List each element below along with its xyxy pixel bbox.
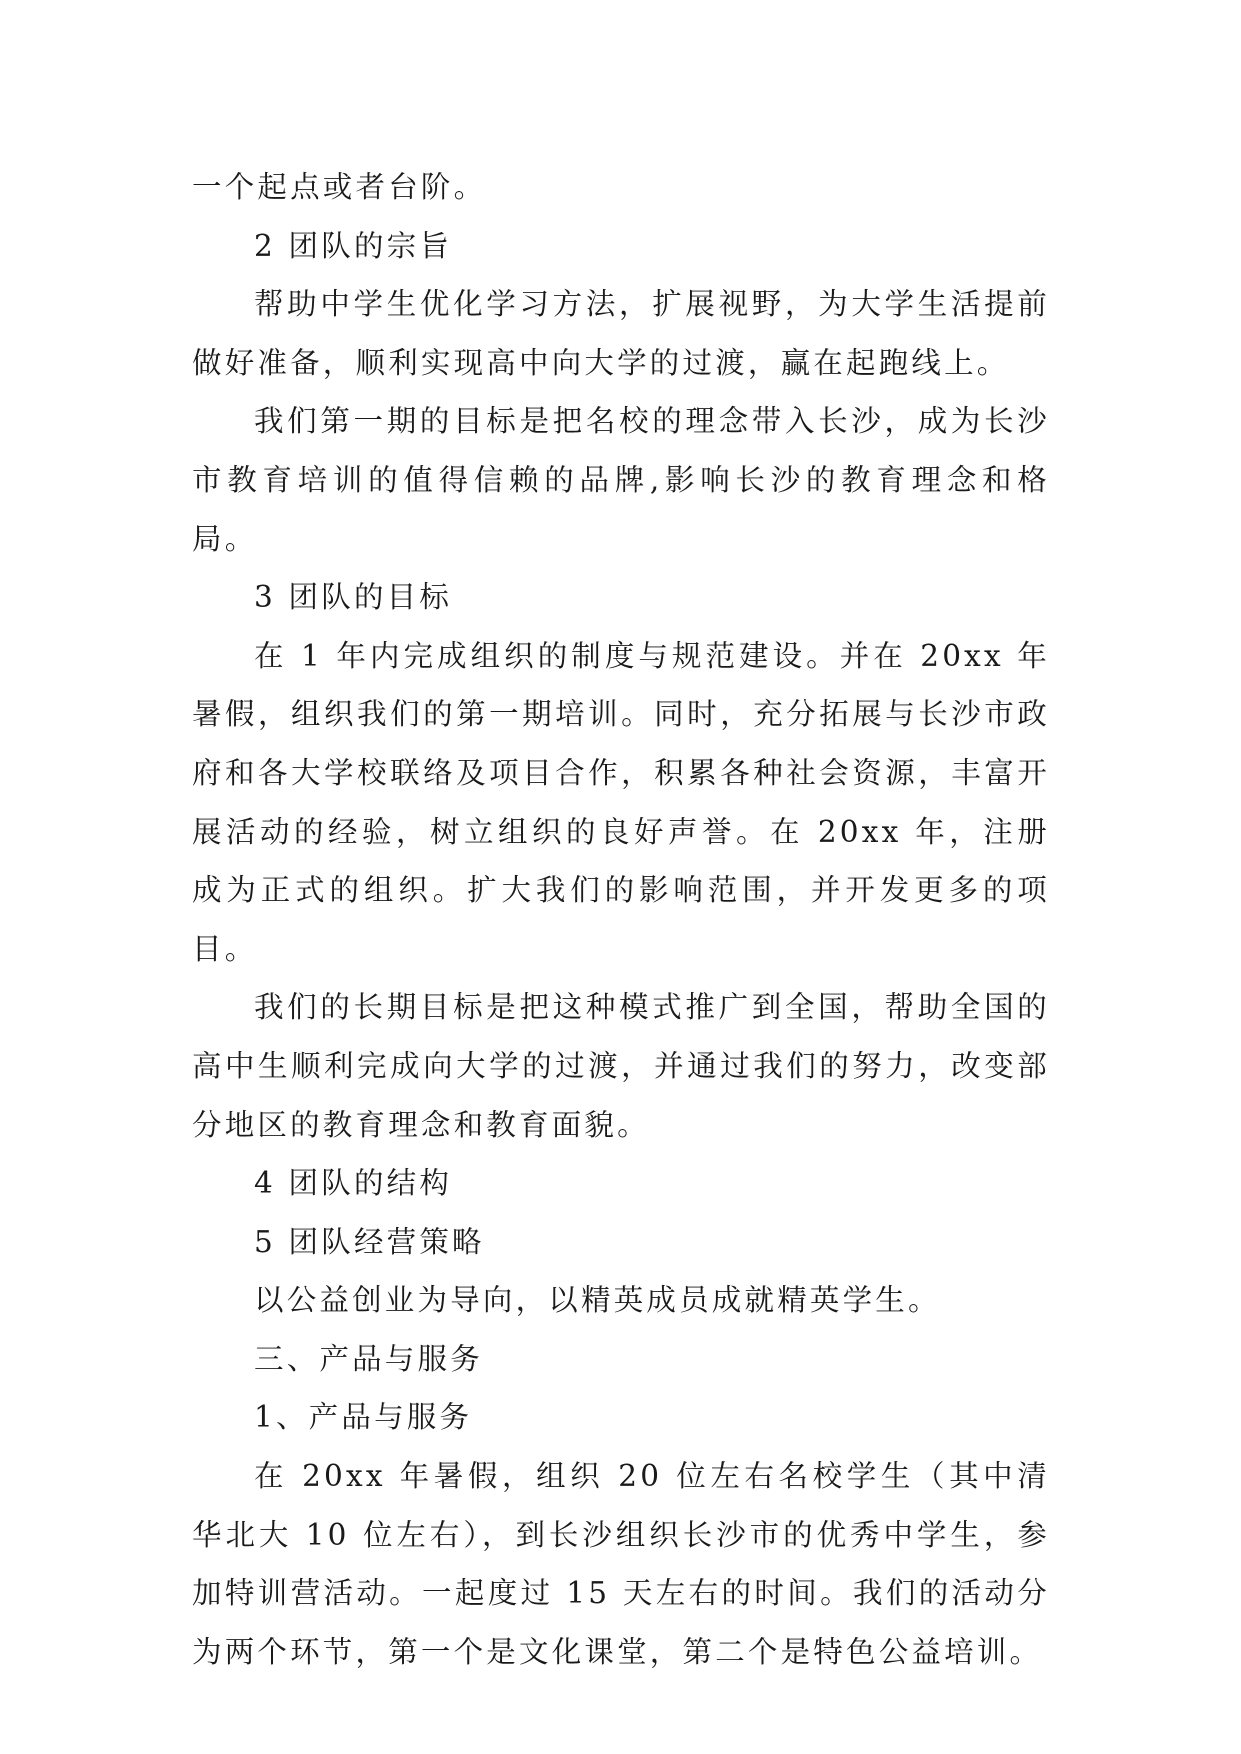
paragraph-products: 在 20xx 年暑假，组织 20 位左右名校学生（其中清华北大 10 位左右），到长沙组织长沙市的优秀中学生，参加特训营活动。一起度过 15 天左右的时间。我们的活动分为两个环节，第一个是文化课堂，第二个是特色公益培训。 bbox=[192, 1459, 1050, 1669]
heading-team-purpose: 2 团队的宗旨 bbox=[254, 228, 453, 263]
paragraph-long-term-goal: 我们的长期目标是把这种模式推广到全国，帮助全国的高中生顺利完成向大学的过渡，并通过我们的努力，改变部分地区的教育理念和教育面貌。 bbox=[192, 990, 1050, 1142]
paragraph-first-phase-goal: 我们第一期的目标是把名校的理念带入长沙，成为长沙市教育培训的值得信赖的品牌,影响长沙的教育理念和格局。 bbox=[192, 404, 1050, 556]
paragraph-strategy: 以公益创业为导向，以精英成员成就精英学生。 bbox=[254, 1283, 941, 1318]
heading-business-strategy: 5 团队经营策略 bbox=[254, 1224, 485, 1259]
paragraph-goals: 在 1 年内完成组织的制度与规范建设。并在 20xx 年暑假，组织我们的第一期培训。同时，充分拓展与长沙市政府和各大学校联络及项目合作，积累各种社会资源，丰富开展活动的经验，树立组织的良好声誉。在 20xx 年，注册成为正式的组织。扩大我们的影响范围，并开发更多的项目。 bbox=[192, 638, 1050, 966]
document-body bbox=[192, 158, 1050, 1681]
heading-products-services: 1、产品与服务 bbox=[254, 1400, 473, 1435]
paragraph-purpose: 帮助中学生优化学习方法，扩展视野，为大学生活提前做好准备，顺利实现高中向大学的过渡，赢在起跑线上。 bbox=[192, 287, 1050, 380]
heading-team-structure: 4 团队的结构 bbox=[254, 1166, 453, 1201]
heading-team-goals: 3 团队的目标 bbox=[254, 580, 453, 615]
heading-section-products: 三、产品与服务 bbox=[254, 1341, 483, 1376]
paragraph-continuation: 一个起点或者台阶。 bbox=[192, 170, 487, 204]
